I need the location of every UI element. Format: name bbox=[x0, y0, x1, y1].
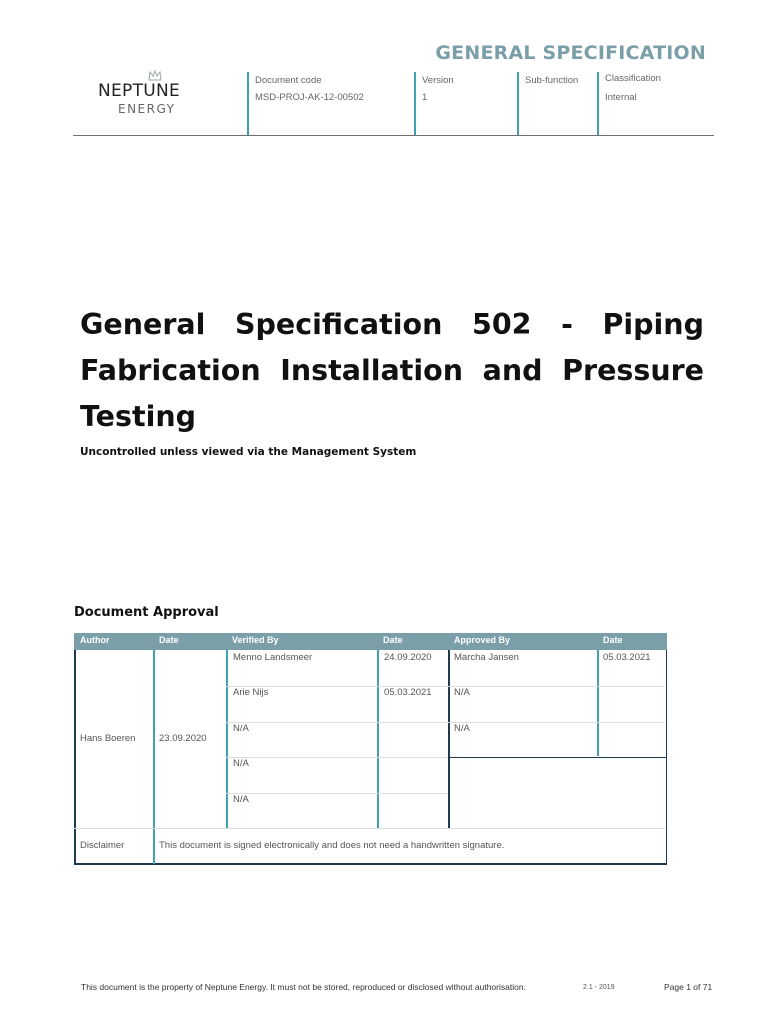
column-header-date: Date bbox=[159, 635, 179, 645]
approver-name: Marcha Jansen bbox=[454, 652, 519, 663]
verifier-name: N/A bbox=[233, 794, 249, 805]
logo-wordmark: NEPTUNE bbox=[98, 81, 181, 101]
document-code-value: MSD-PROJ-AK-12-00502 bbox=[255, 92, 364, 103]
page-title: General Specification 502 - Piping Fabrication Installation and Pressure Testing bbox=[80, 308, 704, 433]
approval-table bbox=[74, 633, 667, 864]
version-value: 1 bbox=[422, 92, 428, 103]
disclaimer-label: Disclaimer bbox=[80, 840, 125, 851]
header-sub-function bbox=[518, 72, 597, 136]
disclaimer-text: This document is signed electronically and does not need a handwritten signature. bbox=[159, 840, 505, 851]
column-separator bbox=[448, 650, 450, 828]
classification-value: Internal bbox=[605, 92, 637, 103]
column-separator bbox=[377, 650, 379, 828]
footer-version: 2.1 - 2019 bbox=[583, 984, 615, 991]
approval-heading: Document Approval bbox=[74, 605, 219, 620]
header-classification bbox=[598, 70, 714, 134]
document-type-label: GENERAL SPECIFICATION bbox=[435, 42, 706, 64]
logo-subtitle: ENERGY bbox=[118, 102, 176, 116]
column-separator bbox=[153, 650, 155, 864]
table-header-row bbox=[74, 633, 667, 650]
author-name: Hans Boeren bbox=[80, 733, 136, 744]
header-version bbox=[415, 72, 517, 136]
approver-name: N/A bbox=[454, 723, 470, 734]
header-rule bbox=[73, 135, 714, 136]
table-border bbox=[74, 863, 667, 865]
row-separator bbox=[226, 793, 448, 794]
classification-label: Classification bbox=[605, 73, 661, 84]
control-notice: Uncontrolled unless viewed via the Management System bbox=[80, 446, 417, 458]
author-date: 23.09.2020 bbox=[159, 733, 207, 744]
column-header-approved-by: Approved By bbox=[454, 635, 511, 645]
column-header-date: Date bbox=[603, 635, 623, 645]
row-separator bbox=[226, 722, 665, 723]
header-document-code bbox=[248, 72, 414, 136]
verifier-name: N/A bbox=[233, 758, 249, 769]
column-header-verified-by: Verified By bbox=[232, 635, 279, 645]
row-separator bbox=[448, 757, 667, 758]
approver-date: 05.03.2021 bbox=[603, 652, 651, 663]
row-separator bbox=[74, 828, 665, 829]
version-label: Version bbox=[422, 75, 454, 86]
sub-function-label: Sub-function bbox=[525, 75, 579, 86]
column-header-author: Author bbox=[80, 635, 110, 645]
verifier-date: 05.03.2021 bbox=[384, 687, 432, 698]
verifier-name: Menno Landsmeer bbox=[233, 652, 313, 663]
row-separator bbox=[226, 757, 448, 758]
document-code-label: Document code bbox=[255, 75, 322, 86]
page-number: Page 1 of 71 bbox=[664, 982, 713, 992]
company-logo bbox=[98, 70, 190, 118]
approver-name: N/A bbox=[454, 687, 470, 698]
column-header-date: Date bbox=[383, 635, 403, 645]
row-separator bbox=[226, 686, 665, 687]
footer-notice: This document is the property of Neptune Energy. It must not be stored, reproduced or disclosed without authorisation. bbox=[81, 982, 526, 992]
verifier-date: 24.09.2020 bbox=[384, 652, 432, 663]
title-block bbox=[80, 302, 704, 458]
verifier-name: N/A bbox=[233, 723, 249, 734]
table-border bbox=[74, 650, 76, 864]
column-separator bbox=[226, 650, 228, 828]
column-separator bbox=[597, 650, 599, 756]
verifier-name: Arie Nijs bbox=[233, 687, 269, 698]
